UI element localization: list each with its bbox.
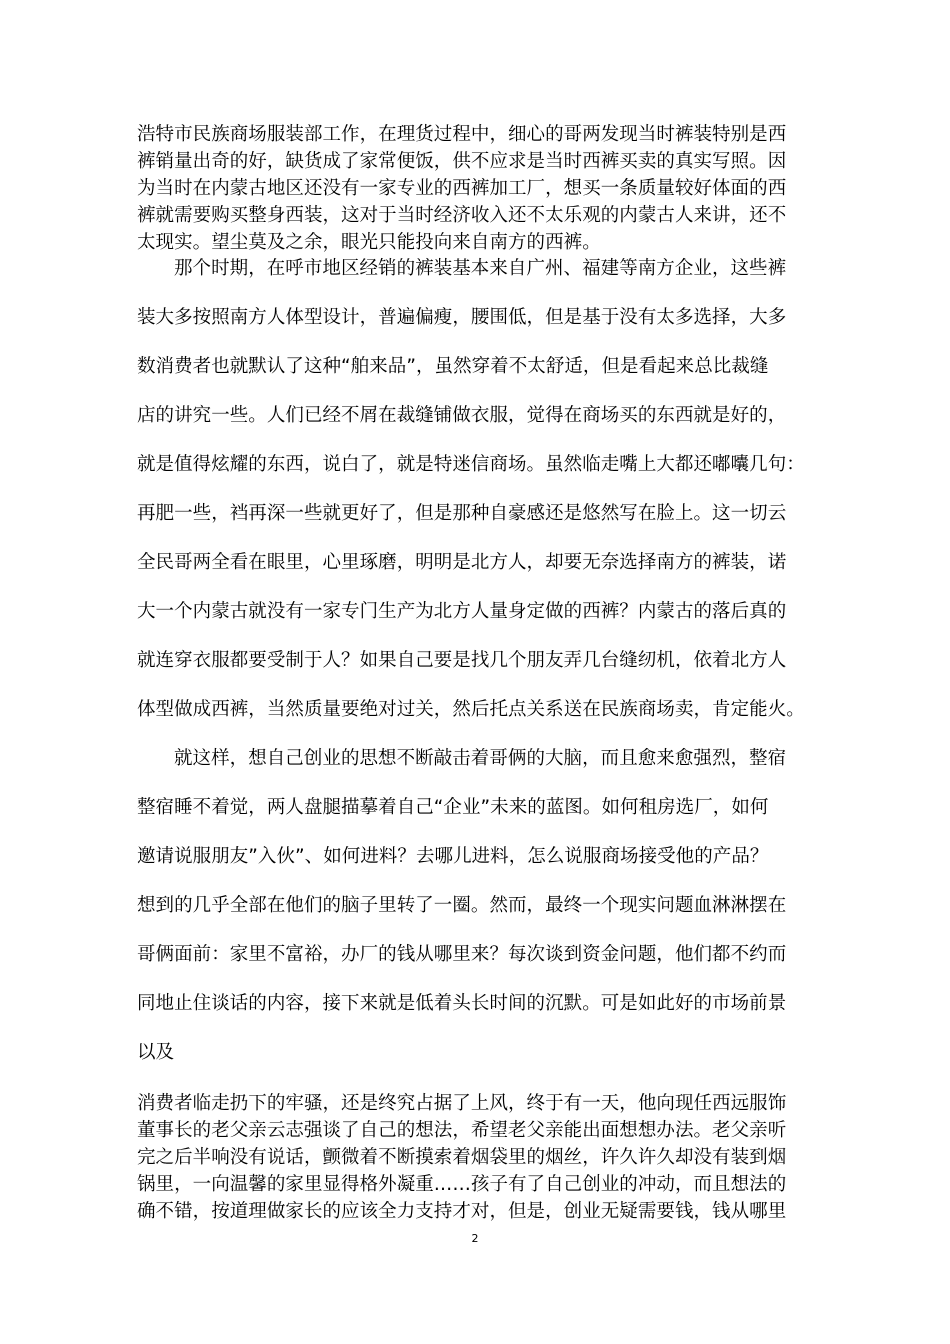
paragraph-line: 裤销量出奇的好，缺货成了家常便饭，供不应求是当时西裤买卖的真实写照。因 <box>137 151 787 172</box>
paragraph-line: 为当时在内蒙古地区还没有一家专业的西裤加工厂，想买一条质量较好体面的西 <box>137 178 787 199</box>
paragraph-line: 数消费者也就默认了这种“舶来品”，虽然穿着不太舒适，但是看起来总比裁缝 <box>137 356 769 377</box>
paragraph-line: 裤就需要购买整身西装，这对于当时经济收入还不太乐观的内蒙古人来讲，还不 <box>137 205 787 226</box>
paragraph-line: 体型做成西裤，当然质量要绝对过关，然后托点关系送在民族商场卖，肯定能火。 <box>137 699 805 720</box>
paragraph-line: 装大多按照南方人体型设计，普遍偏瘦，腰围低，但是基于没有太多选择，大多 <box>137 307 787 328</box>
paragraph-line: 就连穿衣服都要受制于人？如果自己要是找几个朋友弄几台缝纫机，依着北方人 <box>137 650 787 671</box>
paragraph-line: 确不错，按道理做家长的应该全力支持才对，但是，创业无疑需要钱，钱从哪里 <box>137 1201 787 1222</box>
paragraph-line: 那个时期，在呼市地区经销的裤装基本来自广州、福建等南方企业，这些裤 <box>174 258 787 279</box>
paragraph-line: 就是值得炫耀的东西，说白了，就是特迷信商场。虽然临走嘴上大都还嘟囔几句： <box>137 454 805 475</box>
paragraph-line: 锅里，一向温馨的家里显得格外凝重……孩子有了自己创业的冲动，而且想法的 <box>137 1174 787 1195</box>
paragraph-line: 邀请说服朋友”入伙”、如何进料？去哪儿进料，怎么说服商场接受他的产品？ <box>137 846 769 867</box>
paragraph-line: 消费者临走扔下的牢骚，还是终究占据了上风，终于有一天，他向现任西远服饰 <box>137 1093 787 1114</box>
paragraph-line: 整宿睡不着觉，两人盘腿描摹着自己“企业”未来的蓝图。如何租房选厂，如何 <box>137 797 769 818</box>
paragraph-line: 想到的几乎全部在他们的脑子里转了一圈。然而，最终一个现实问题血淋淋摆在 <box>137 895 787 916</box>
paragraph-line: 董事长的老父亲云志强谈了自己的想法，希望老父亲能出面想想办法。老父亲听 <box>137 1120 787 1141</box>
paragraph-line: 以及 <box>137 1042 175 1063</box>
paragraph-line: 哥俩面前：家里不富裕，办厂的钱从哪里来？每次谈到资金问题，他们都不约而 <box>137 944 787 965</box>
paragraph-3 <box>137 745 817 1088</box>
paragraph-4 <box>137 1090 817 1225</box>
paragraph-line: 完之后半响没有说话，颤微着不断摸索着烟袋里的烟丝，许久许久却没有装到烟 <box>137 1147 787 1168</box>
paragraph-line: 就这样，想自己创业的思想不断敲击着哥俩的大脑，而且愈来愈强烈，整宿 <box>174 748 787 769</box>
paragraph-line: 全民哥两全看在眼里，心里琢磨，明明是北方人，却要无奈选择南方的裤装，诺 <box>137 552 787 573</box>
paragraph-line: 浩特市民族商场服装部工作，在理货过程中，细心的哥两发现当时裤装特别是西 <box>137 124 787 145</box>
paragraph-line: 同地止住谈话的内容，接下来就是低着头长时间的沉默。可是如此好的市场前景 <box>137 993 787 1014</box>
paragraph-line: 太现实。望尘莫及之余，眼光只能投向来自南方的西裤。 <box>137 232 601 253</box>
page-number: 2 <box>471 1232 479 1245</box>
paragraph-1 <box>137 121 817 256</box>
paragraph-line: 店的讲究一些。人们已经不屑在裁缝铺做衣服，觉得在商场买的东西就是好的， <box>137 405 787 426</box>
paragraph-2 <box>137 255 817 745</box>
paragraph-line: 大一个内蒙古就没有一家专门生产为北方人量身定做的西裤？内蒙古的落后真的 <box>137 601 787 622</box>
paragraph-line: 再肥一些，裆再深一些就更好了，但是那种自豪感还是悠然写在脸上。这一切云 <box>137 503 787 524</box>
